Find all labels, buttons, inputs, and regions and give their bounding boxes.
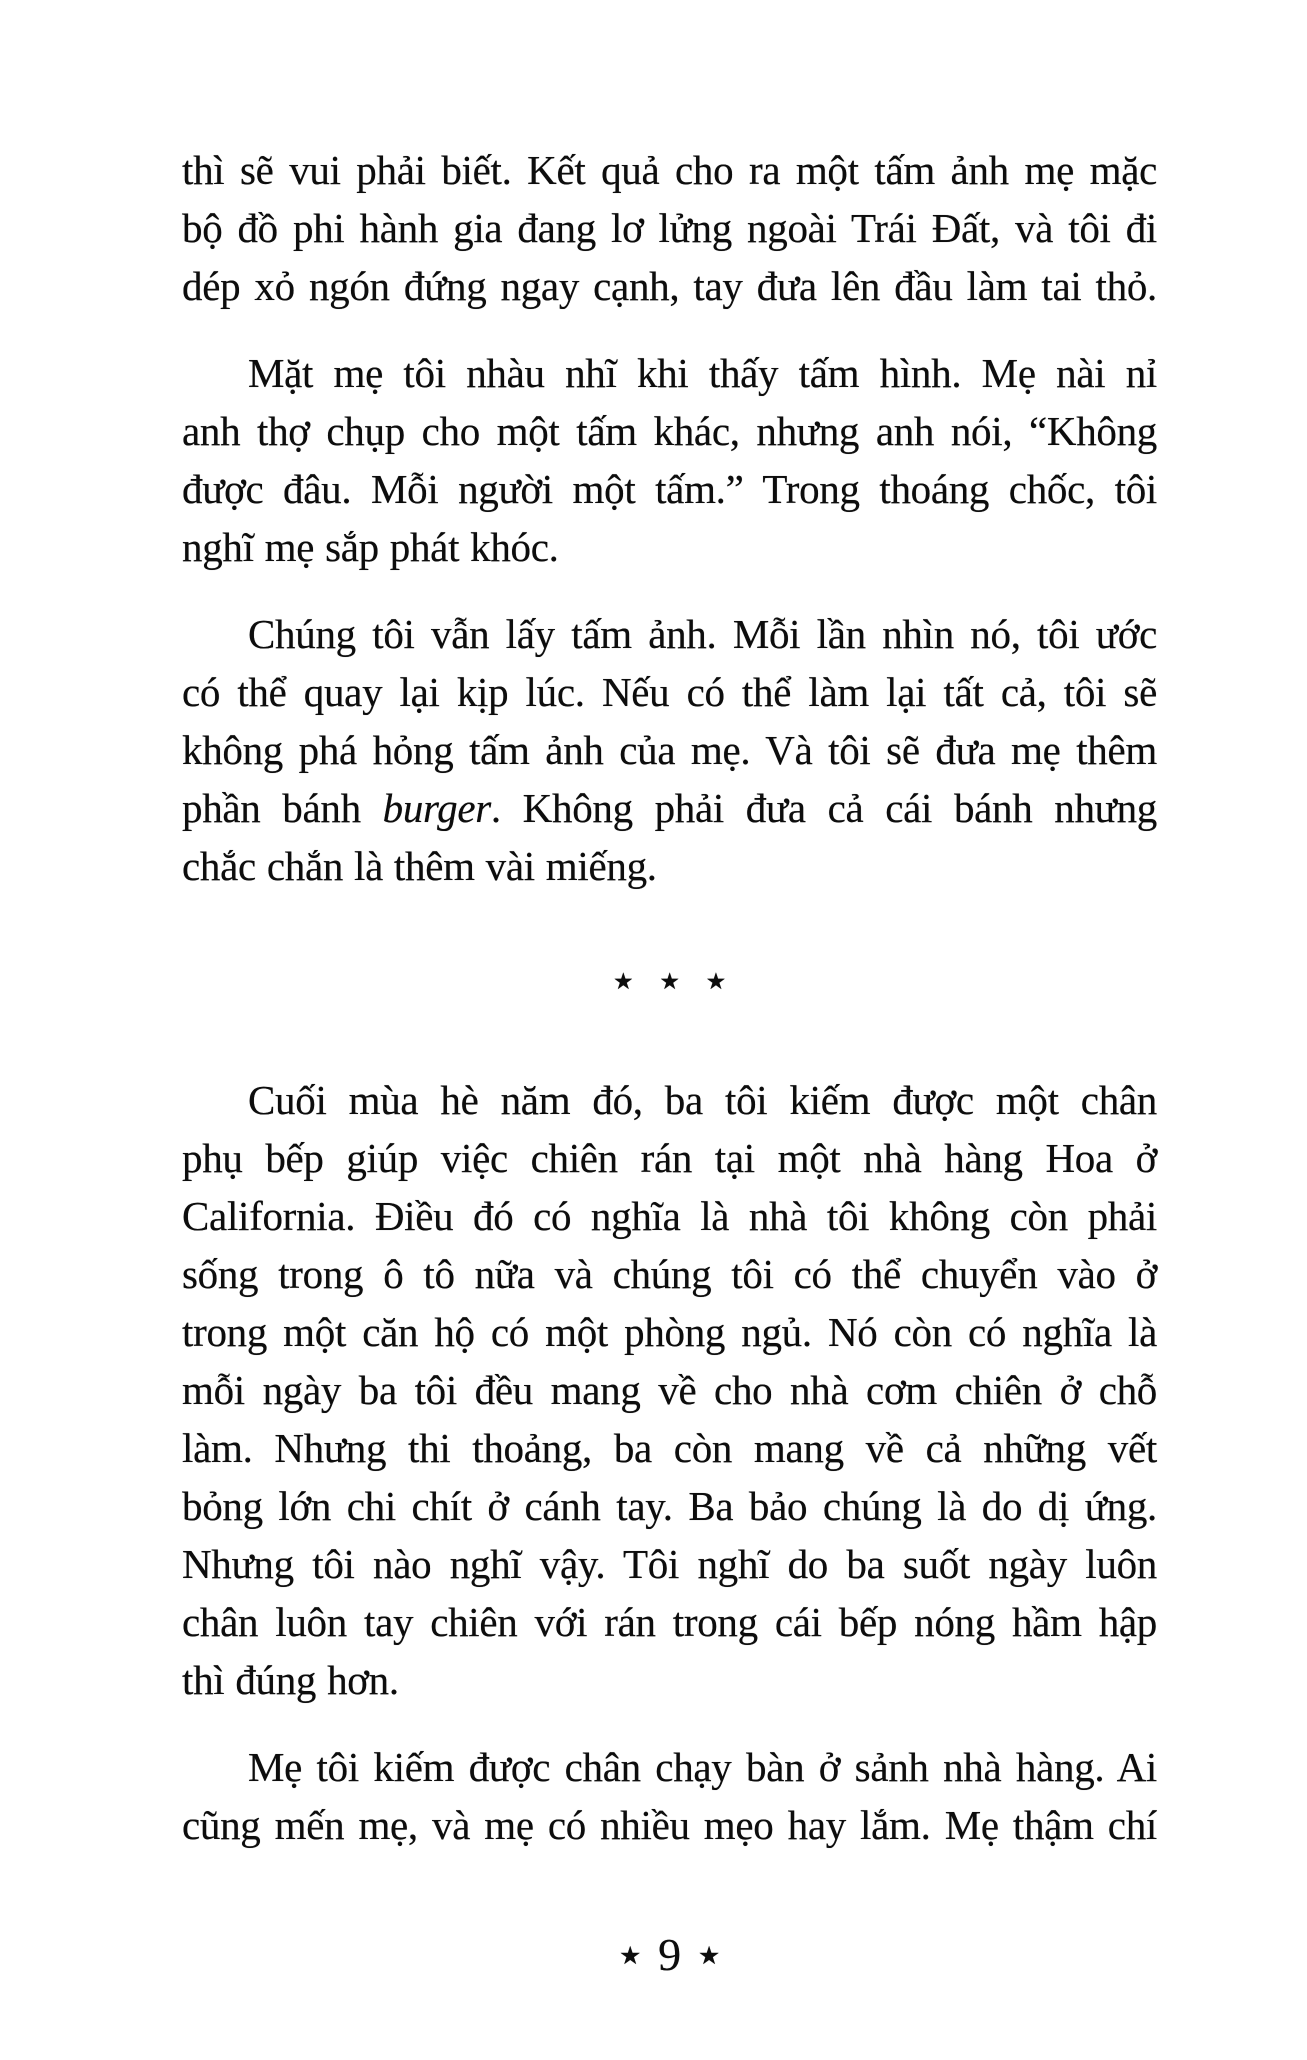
text-line: thì sẽ vui phải biết. Kết quả cho ra một tấm ảnh mẹ mặc [182, 147, 1157, 193]
text-line: làm. Nhưng thi thoảng, ba còn mang về cả những vết [182, 1425, 1157, 1471]
page-number: 9 [658, 1929, 681, 1980]
text-line: bỏng lớn chi chít ở cánh tay. Ba bảo chúng là do dị ứng. [182, 1483, 1157, 1529]
text-line: chân luôn tay chiên với rán trong cái bếp nóng hầm hập [182, 1599, 1157, 1645]
text-line: có thể quay lại kịp lúc. Nếu có thể làm lại tất cả, tôi sẽ [182, 669, 1157, 715]
page-text-block [182, 141, 1157, 1978]
page-footer [182, 1929, 1157, 1980]
text-line: cũng mến mẹ, và mẹ có nhiều mẹo hay lắm. Mẹ thậm chí [182, 1802, 1157, 1848]
text-line: chắc chắn là thêm vài miếng. [182, 843, 657, 889]
text-segment: . Không phải đưa cả cái bánh nhưng [490, 785, 1157, 831]
text-segment: phần bánh [182, 785, 383, 831]
text-line: California. Điều đó có nghĩa là nhà tôi không còn phải [182, 1193, 1157, 1239]
text-line: trong một căn hộ có một phòng ngủ. Nó còn có nghĩa là [182, 1309, 1157, 1355]
text-line: anh thợ chụp cho một tấm khác, nhưng anh nói, “Không [182, 408, 1157, 454]
text-line: Mẹ tôi kiếm được chân chạy bàn ở sảnh nhà hàng. Ai [248, 1744, 1157, 1790]
text-line: Mặt mẹ tôi nhàu nhĩ khi thấy tấm hình. Mẹ nài nỉ [248, 350, 1157, 396]
star-icon: ★ [697, 1940, 720, 1970]
text-line: dép xỏ ngón đứng ngay cạnh, tay đưa lên đầu làm tai thỏ. [182, 263, 1157, 309]
text-line: Nhưng tôi nào nghĩ vậy. Tôi nghĩ do ba suốt ngày luôn [182, 1541, 1157, 1587]
star-icon: ★ [705, 968, 726, 995]
paragraph [182, 344, 1157, 576]
text-line: thì đúng hơn. [182, 1657, 399, 1703]
text-line: được đâu. Mỗi người một tấm.” Trong thoáng chốc, tôi [182, 466, 1157, 512]
star-icon: ★ [659, 968, 680, 995]
section-separator [182, 959, 1157, 1005]
text-line: nghĩ mẹ sắp phát khóc. [182, 524, 559, 570]
star-icon: ★ [619, 1940, 642, 1970]
text-line: Chúng tôi vẫn lấy tấm ảnh. Mỗi lần nhìn nó, tôi ước [248, 611, 1157, 657]
text-line: Cuối mùa hè năm đó, ba tôi kiếm được một chân [248, 1077, 1157, 1123]
text-line [182, 779, 1157, 837]
text-line: bộ đồ phi hành gia đang lơ lửng ngoài Trái Đất, và tôi đi [182, 205, 1157, 251]
paragraph [182, 1071, 1157, 1709]
text-line: mỗi ngày ba tôi đều mang về cho nhà cơm chiên ở chỗ [182, 1367, 1157, 1413]
paragraph [182, 141, 1157, 315]
text-line: sống trong ô tô nữa và chúng tôi có thể chuyển vào ở [182, 1251, 1157, 1297]
text-line: không phá hỏng tấm ảnh của mẹ. Và tôi sẽ đưa mẹ thêm [182, 727, 1157, 773]
star-icon: ★ [613, 968, 634, 995]
paragraph [182, 1738, 1157, 1854]
paragraph [182, 605, 1157, 895]
italic-word: burger [382, 785, 491, 831]
text-line: phụ bếp giúp việc chiên rán tại một nhà hàng Hoa ở [182, 1135, 1157, 1181]
